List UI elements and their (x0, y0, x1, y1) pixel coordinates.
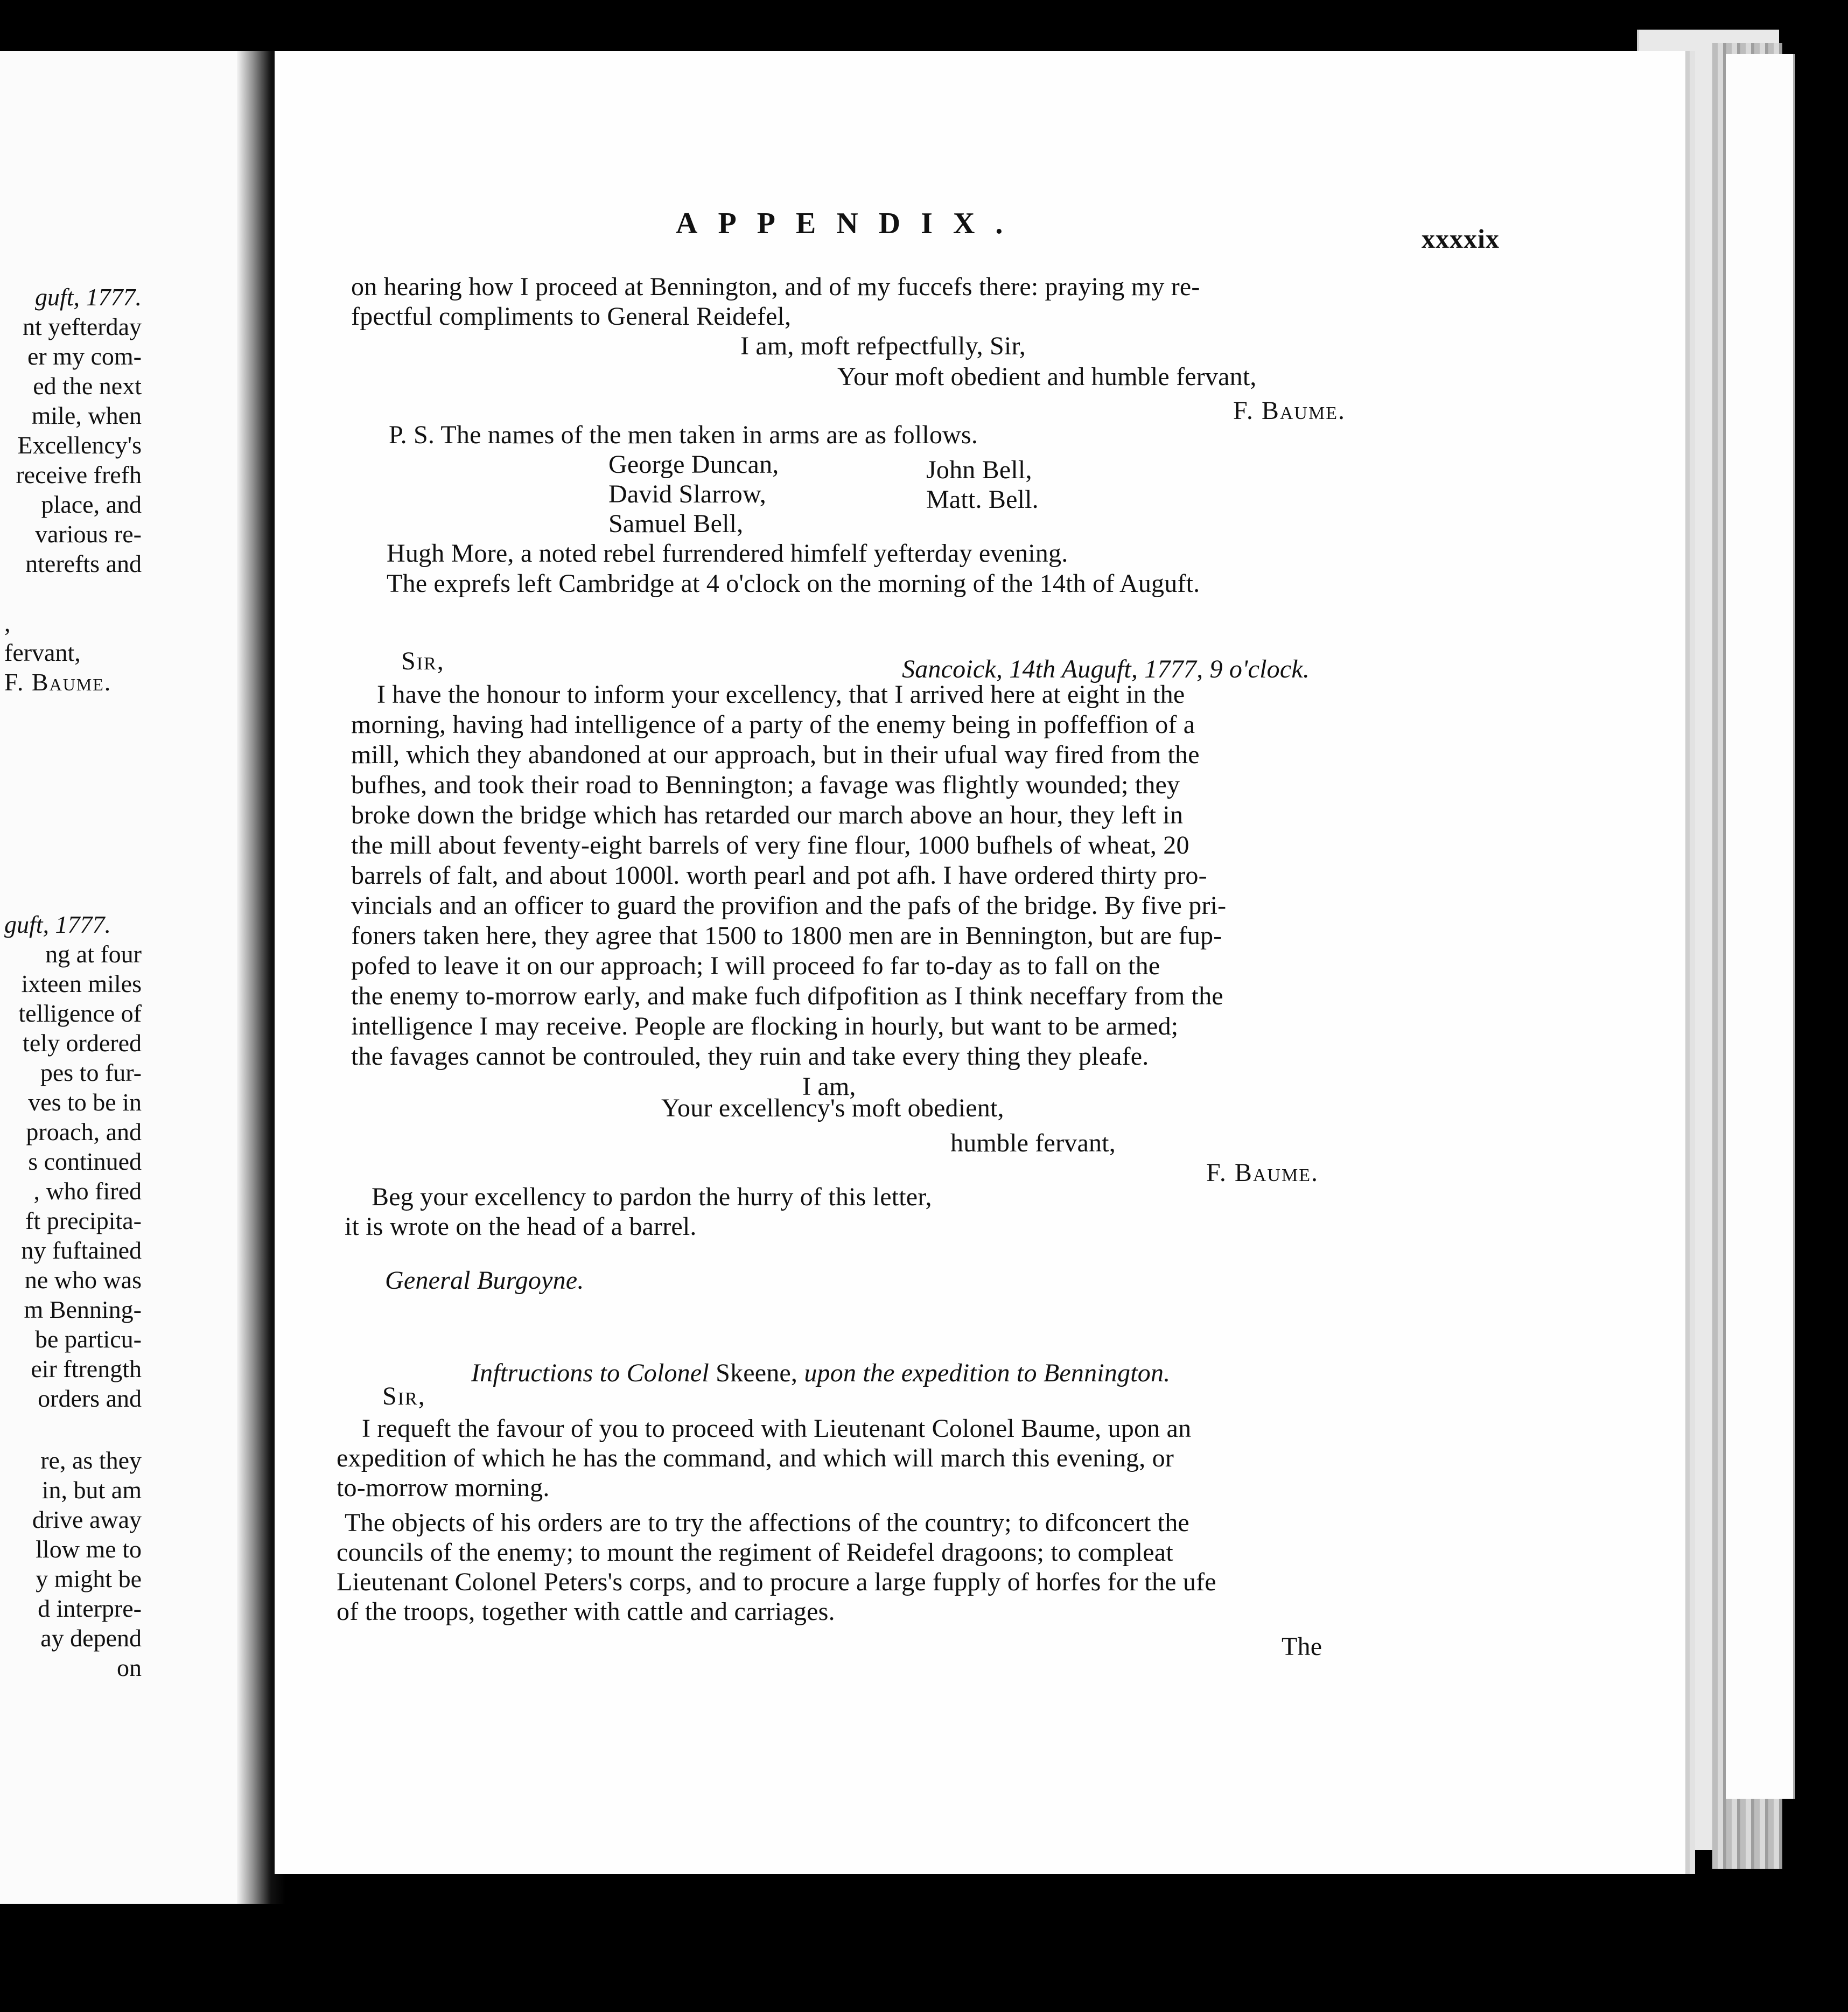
letter2-body-line: mill, which they abandoned at our approach, but in their ufual way fired from the (351, 740, 1200, 769)
letter1-signature: F. Baume. (1233, 396, 1346, 425)
name-entry: John Bell, (926, 456, 1032, 484)
left-line: in, but am (41, 1476, 142, 1504)
letter1-closing: I am, moft refpectfully, Sir, (740, 332, 1026, 360)
instructions-body-line: of the troops, together with cattle and carriages. (337, 1597, 835, 1626)
instructions-heading (471, 1358, 1170, 1388)
left-line: y might be (36, 1565, 142, 1592)
letter2-body-line: I have the honour to inform your excellency, that I arrived here at eight in the (377, 680, 1185, 709)
facing-page-left (0, 51, 252, 1904)
left-line: on (117, 1654, 142, 1681)
left-line: various re- (35, 520, 142, 548)
letter2-body-line: bufhes, and took their road to Bennington; a favage was flightly wounded; they (351, 771, 1180, 799)
instructions-body-line: expedition of which he has the command, and which will march this evening, or (337, 1444, 1174, 1472)
letter2-dateline: Sancoick, 14th Auguft, 1777, 9 o'clock. (902, 655, 1310, 683)
left-line: mile, when (31, 402, 142, 429)
page-edge-white (1726, 54, 1795, 1799)
left-line: fervant, (4, 639, 81, 666)
instructions-body-line: Lieutenant Colonel Peters's corps, and to procure a large fupply of horfes for the ufe (337, 1568, 1216, 1596)
instructions-body-line: councils of the enemy; to mount the regiment of Reidefel dragoons; to compleat (337, 1538, 1173, 1567)
running-head: APPENDIX. (676, 207, 1024, 240)
left-line: ed the next (33, 372, 142, 400)
letter1-body-line: on hearing how I proceed at Bennington, and of my fuccefs there: praying my re- (351, 273, 1200, 301)
letter2-signature: F. Baume. (1206, 1158, 1319, 1187)
left-line: ne who was (24, 1266, 142, 1294)
letter2-body-line: vincials and an officer to guard the provifion and the pafs of the bridge. By five pri- (351, 891, 1227, 920)
letter2-closing: humble fervant, (950, 1129, 1116, 1157)
left-line: ves to be in (28, 1088, 142, 1116)
left-line: guft, 1777. (34, 283, 142, 311)
left-line: d interpre- (38, 1595, 142, 1622)
left-line: be particu- (35, 1325, 142, 1353)
left-line: llow me to (36, 1535, 142, 1563)
letter2-body-line: morning, having had intelligence of a party of the enemy being in poffeffion of a (351, 710, 1195, 739)
left-line: ft precipita- (25, 1207, 142, 1234)
name-entry: David Slarrow, (608, 480, 766, 508)
instructions-salutation: Sir, (382, 1382, 426, 1410)
instructions-body-line: I requeft the favour of you to proceed with Lieutenant Colonel Baume, upon an (362, 1414, 1192, 1443)
instructions-body-line: to-morrow morning. (337, 1473, 550, 1502)
left-line: ny fuftained (21, 1236, 142, 1264)
letter2-body-line: barrels of falt, and about 1000l. worth pearl and pot afh. I have ordered thirty pro- (351, 861, 1207, 890)
name-entry: Samuel Bell, (608, 509, 744, 538)
letter2-body-line: the enemy to-morrow early, and make fuch difpofition as I think neceffary from the (351, 982, 1223, 1010)
left-line: , (4, 609, 11, 637)
letter2-addressee: General Burgoyne. (385, 1266, 584, 1295)
letter2-body-line: pofed to leave it on our approach; I will proceed fo far to-day as to fall on the (351, 952, 1160, 980)
left-line: ixteen miles (21, 970, 142, 997)
letter2-body-line: broke down the bridge which has retarded our march above an hour, they left in (351, 801, 1184, 829)
postscript-line: P. S. The names of the men taken in arms are as follows. (389, 421, 978, 449)
instructions-body-line: The objects of his orders are to try the affections of the country; to difconcert the (345, 1508, 1189, 1537)
letter1-body-line: fpectful compliments to General Reidefel, (351, 302, 792, 331)
letter2-body-line: the mill about feventy-eight barrels of very fine flour, 1000 bufhels of wheat, 20 (351, 831, 1189, 860)
left-line: pes to fur- (40, 1059, 142, 1086)
express-line: The exprefs left Cambridge at 4 o'clock on the morning of the 14th of Auguft. (387, 569, 1200, 598)
letter2-closing: I am, (802, 1072, 856, 1101)
left-line: eir ftrength (31, 1355, 142, 1382)
left-line: er my com- (27, 343, 142, 370)
left-line: ng at four (45, 940, 142, 968)
instructions-heading-post: upon the expedition to Bennington. (804, 1359, 1171, 1387)
catchword: The (1282, 1632, 1322, 1661)
hugh-more-line: Hugh More, a noted rebel furrendered himfelf yefterday evening. (387, 539, 1068, 568)
left-line: s continued (28, 1148, 142, 1175)
page-number: xxxxix (1422, 223, 1500, 254)
left-line: receive frefh (16, 461, 142, 488)
letter2-body-line: the favages cannot be controuled, they ruin and take every thing they pleafe. (351, 1042, 1149, 1071)
name-entry: George Duncan, (608, 450, 779, 479)
letter2-body-line: intelligence I may receive. People are flocking in hourly, but want to be armed; (351, 1012, 1179, 1040)
letter1-closing: Your moft obedient and humble fervant, (837, 362, 1257, 391)
letter2-closing: Your excellency's moft obedient, (661, 1094, 1004, 1122)
left-line: nterefts and (25, 550, 142, 577)
left-line: drive away (32, 1506, 142, 1533)
left-line: , who fired (33, 1177, 142, 1205)
left-line: proach, and (26, 1118, 142, 1145)
left-line: m Benning- (24, 1296, 142, 1323)
letter2-body-line: foners taken here, they agree that 1500 to 1800 men are in Bennington, but are fup- (351, 921, 1222, 950)
left-line: Excellency's (17, 431, 142, 459)
letter2-salutation: Sir, (401, 647, 445, 675)
left-line: guft, 1777. (4, 911, 111, 938)
left-line: orders and (38, 1385, 142, 1412)
letter2-postscript: Beg your excellency to pardon the hurry of this letter, (372, 1183, 932, 1211)
left-line: tely ordered (23, 1029, 142, 1057)
left-line: nt yefterday (23, 313, 142, 340)
instructions-heading-pre: Inftructions to Colonel (471, 1359, 709, 1387)
left-line: ay depend (40, 1624, 142, 1652)
left-line: place, and (41, 491, 142, 518)
name-entry: Matt. Bell. (926, 485, 1039, 514)
instructions-heading-name: Skeene, (716, 1359, 798, 1387)
left-line: re, as they (40, 1447, 142, 1474)
left-line: F. Baume. (4, 668, 112, 696)
left-line: telligence of (18, 1000, 142, 1027)
letter2-postscript: it is wrote on the head of a barrel. (345, 1212, 697, 1241)
